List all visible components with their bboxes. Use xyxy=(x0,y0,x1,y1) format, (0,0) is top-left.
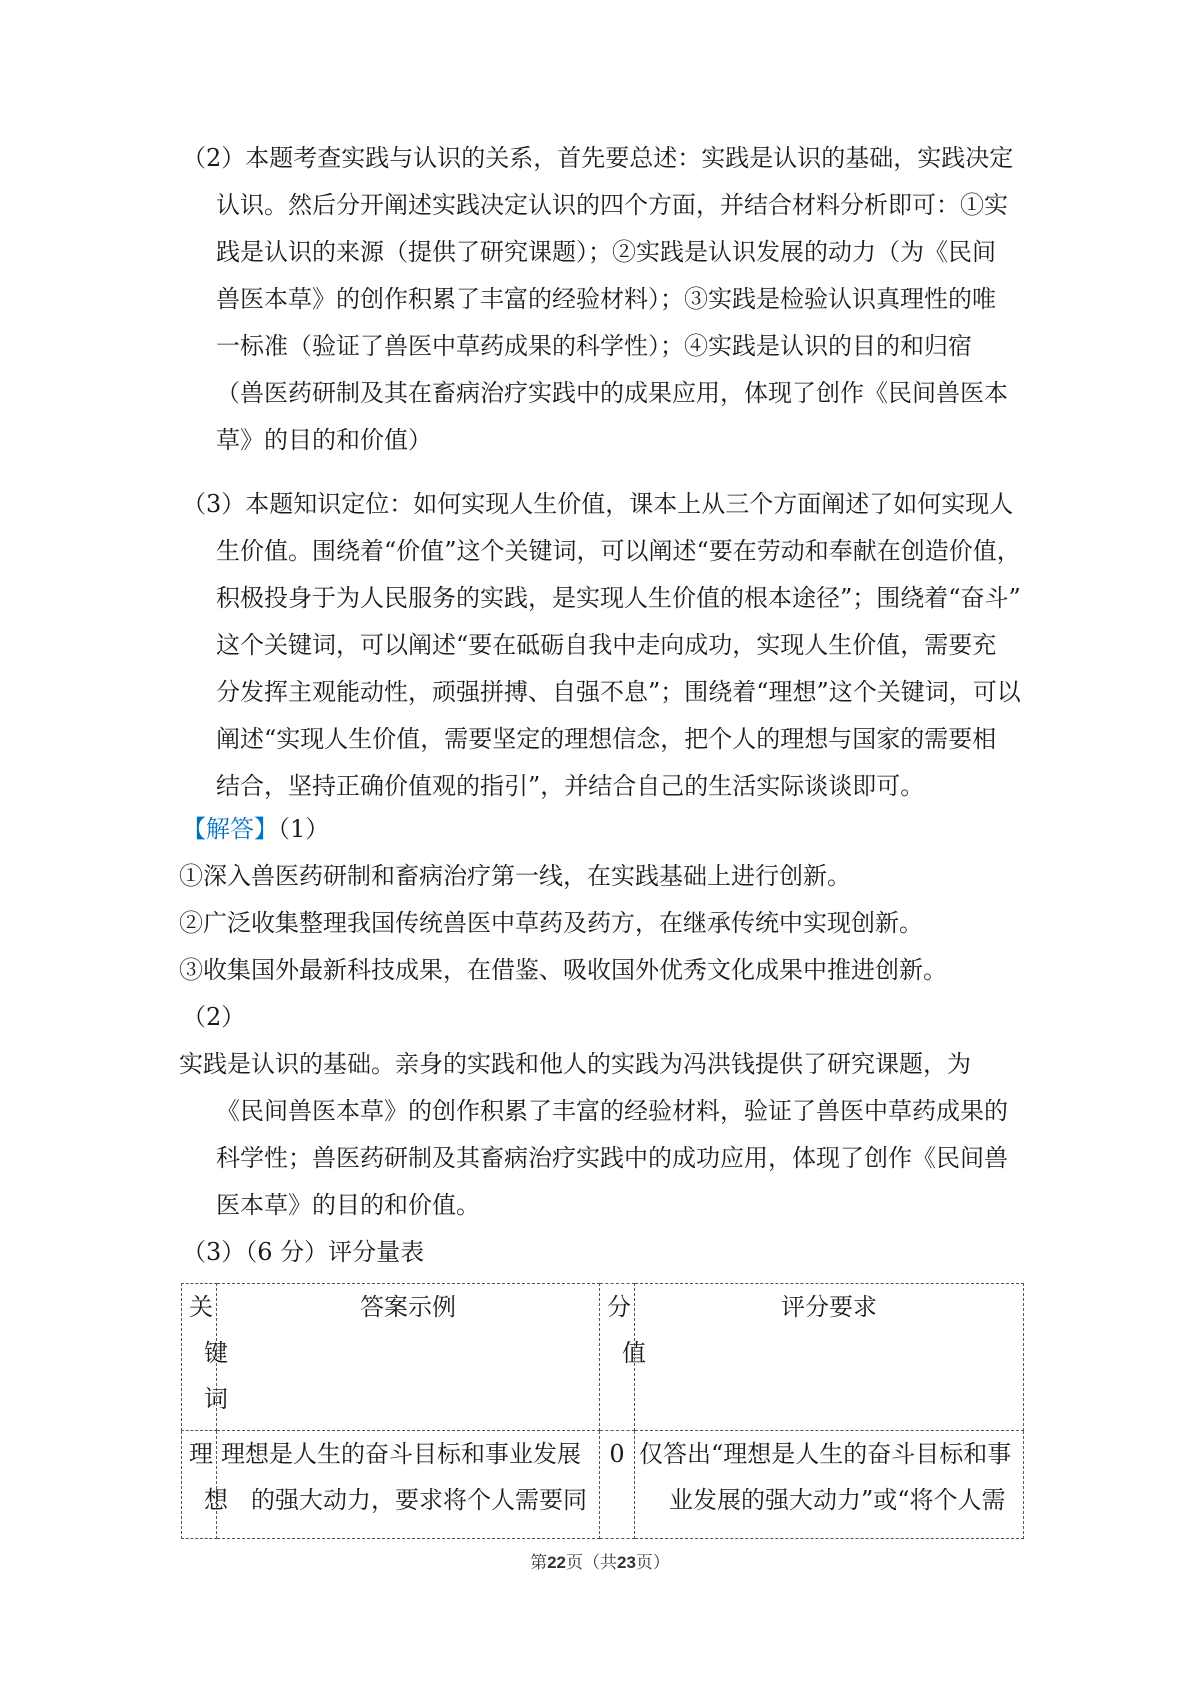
row-requirement xyxy=(634,1431,1023,1539)
analysis-2-line: 一标准（验证了兽医中草药成果的科学性）；④实践是认识的目的和归宿 xyxy=(216,332,972,360)
row-keyword-text xyxy=(182,1431,228,1523)
table-row xyxy=(182,1431,1024,1539)
answer-label: 【解答】 xyxy=(182,815,278,843)
answer-part-2-line: 科学性；兽医药研制及其畜病治疗实践中的成功应用，体现了创作《民间兽 xyxy=(216,1144,1008,1172)
page-footer xyxy=(0,1548,1200,1573)
scoring-rubric-table xyxy=(181,1283,1024,1539)
footer-middle: 页（共 xyxy=(566,1553,617,1573)
header-points xyxy=(599,1284,646,1431)
header-requirement: 评分要求 xyxy=(634,1284,1023,1431)
row-requirement-line: 仅答出“理想是人生的奋斗目标和事 xyxy=(638,1440,1012,1468)
stacked-char: 键 xyxy=(204,1339,228,1367)
row-keyword xyxy=(182,1431,228,1539)
answer-part-2-line: 《民间兽医本草》的创作积累了丰富的经验材料，验证了兽医中草药成果的 xyxy=(216,1097,1008,1125)
analysis-2-line: 认识。然后分开阐述实践决定认识的四个方面，并结合材料分析即可：①实 xyxy=(216,191,1008,219)
analysis-3-line: 积极投身于为人民服务的实践，是实现人生价值的根本途径”；围绕着“奋斗” xyxy=(216,584,1021,612)
analysis-3-line: （3）本题知识定位：如何实现人生价值，课本上从三个方面阐述了如何实现人 xyxy=(182,490,1014,518)
analysis-part-3 xyxy=(182,481,1032,810)
footer-prefix: 第 xyxy=(530,1553,548,1573)
analysis-2-line: 草》的目的和价值） xyxy=(216,426,432,454)
answer-item: ①深入兽医药研制和畜病治疗第一线，在实践基础上进行创新。 xyxy=(179,862,851,890)
stacked-char: 词 xyxy=(204,1385,228,1413)
answer-part-3-label: （3）（6 分）评分量表 xyxy=(182,1238,425,1266)
stacked-char: 关 xyxy=(189,1293,213,1321)
footer-suffix: 页） xyxy=(635,1553,670,1573)
stacked-char: 理 xyxy=(189,1440,213,1468)
analysis-2-line: （2）本题考查实践与认识的关系，首先要总述：实践是认识的基础，实践决定 xyxy=(182,144,1014,172)
footer-total-pages: 23 xyxy=(617,1553,636,1572)
stacked-char: 分 xyxy=(606,1293,631,1321)
answer-heading xyxy=(182,806,1032,853)
row-points: 0 xyxy=(599,1431,634,1539)
answer-item: ②广泛收集整理我国传统兽医中草药及药方，在继承传统中实现创新。 xyxy=(179,909,923,937)
analysis-3-line: 阐述“实现人生价值，需要坚定的理想信念，把个人的理想与国家的需要相 xyxy=(216,725,997,753)
header-keyword-text xyxy=(182,1284,228,1422)
answer-item: ③收集国外最新科技成果，在借鉴、吸收国外优秀文化成果中推进创新。 xyxy=(179,956,947,984)
row-requirement-line: 业发展的强大动力”或“将个人需 xyxy=(668,1486,1006,1514)
answer-section xyxy=(179,806,1032,1276)
table-header-row xyxy=(182,1284,1024,1431)
analysis-2-line: 践是认识的来源（提供了研究课题）；②实践是认识发展的动力（为《民间 xyxy=(216,238,996,266)
analysis-2-line: （兽医药研制及其在畜病治疗实践中的成果应用，体现了创作《民间兽医本 xyxy=(216,379,1008,407)
answer-part-2-line: 医本草》的目的和价值。 xyxy=(216,1191,480,1219)
header-points-text xyxy=(600,1284,646,1376)
row-example-line: 理想是人生的奋斗目标和事业发展 xyxy=(221,1440,581,1468)
analysis-part-2 xyxy=(182,135,1032,464)
answer-part-2-line: 实践是认识的基础。亲身的实践和他人的实践为冯洪钱提供了研究课题，为 xyxy=(179,1050,971,1078)
row-example-line: 的强大动力，要求将个人需要同 xyxy=(251,1486,587,1514)
analysis-2-line: 兽医本草》的创作积累了丰富的经验材料）；③实践是检验认识真理性的唯 xyxy=(216,285,996,313)
analysis-3-line: 这个关键词，可以阐述“要在砥砺自我中走向成功，实现人生价值，需要充 xyxy=(216,631,997,659)
footer-page-number: 22 xyxy=(547,1553,566,1572)
row-example xyxy=(217,1431,600,1539)
stacked-char: 想 xyxy=(204,1486,228,1514)
analysis-3-line: 结合，坚持正确价值观的指引”，并结合自己的生活实际谈谈即可。 xyxy=(216,772,925,800)
answer-part-2-label: （2） xyxy=(182,1003,246,1031)
header-keyword xyxy=(182,1284,228,1431)
header-example: 答案示例 xyxy=(217,1284,600,1431)
analysis-3-line: 生价值。围绕着“价值”这个关键词，可以阐述“要在劳动和奉献在创造价值， xyxy=(216,537,1021,565)
stacked-char: 值 xyxy=(621,1339,646,1367)
answer-part-1-label: （1） xyxy=(278,815,330,843)
analysis-3-line: 分发挥主观能动性，顽强拼搏、自强不息”；围绕着“理想”这个关键词，可以 xyxy=(216,678,1021,706)
